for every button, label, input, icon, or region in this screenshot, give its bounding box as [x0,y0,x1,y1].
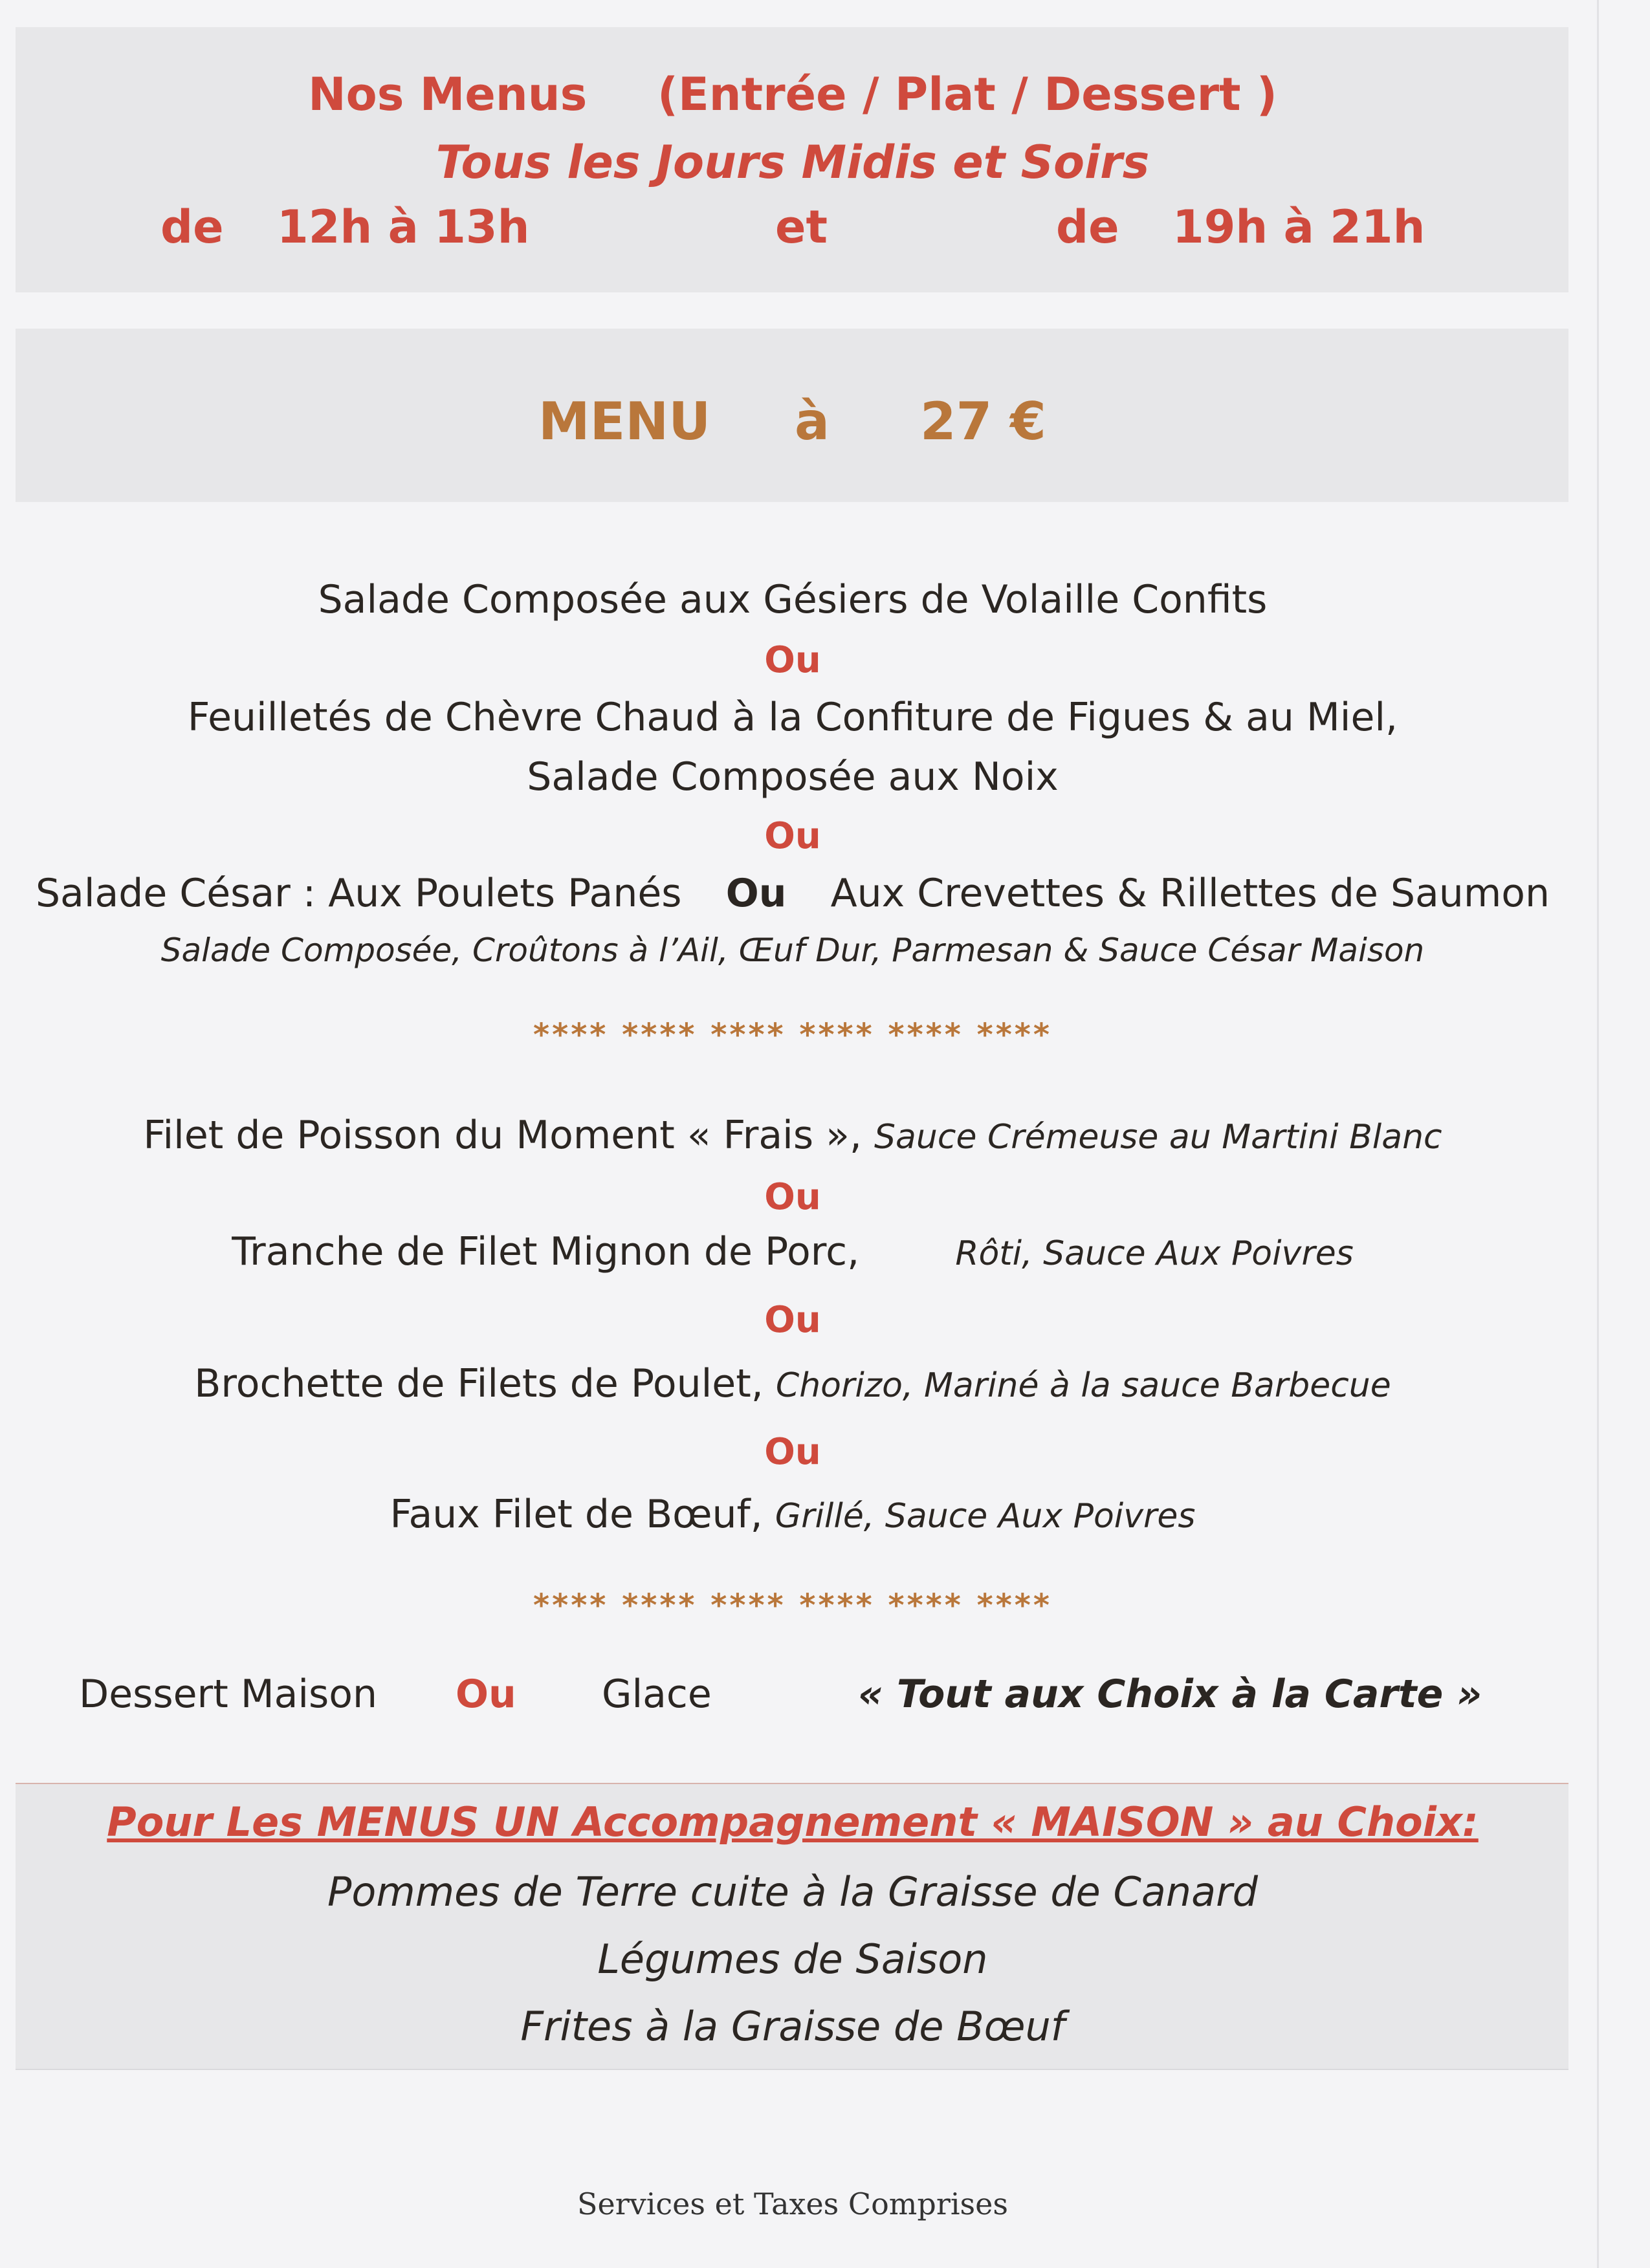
hours-de1: de [160,201,224,254]
or-separator: Ou [764,1299,821,1341]
page-edge [1597,0,1599,2268]
main-3-name: Brochette de Filets de Poulet, [194,1361,764,1406]
dessert-or: Ou [456,1672,516,1717]
price-a: à [795,391,830,452]
header-days: Tous les Jours Midis et Soirs [435,136,1150,189]
starter-1: Salade Composée aux Gésiers de Volaille Confits [318,577,1268,622]
hours-lunch: 12h à 13h [277,201,530,254]
dessert-note: « Tout aux Choix à la Carte » [858,1672,1482,1717]
side-item: Légumes de Saison [597,1935,988,1983]
main-4-name: Faux Filet de Bœuf, [390,1492,763,1537]
or-separator: Ou [764,1176,821,1218]
hours-de2: de [1056,201,1119,254]
or-separator: Ou [764,1431,821,1473]
header-title-line [0,68,1585,121]
price-band [16,329,1568,502]
hours-et: et [775,201,828,254]
starter-3-or: Ou [725,871,787,916]
main-1-desc: Sauce Crémeuse au Martini Blanc [874,1118,1442,1157]
starter-2-line2: Salade Composée aux Noix [527,754,1059,800]
starter-3-description: Salade Composée, Croûtons à l’Ail, Œuf Dur, Parmesan & Sauce César Maison [160,932,1425,969]
side-item: Pommes de Terre cuite à la Graisse de Canard [327,1868,1258,1915]
price-amount: 27 € [920,391,1046,452]
header-title: Nos Menus [308,68,588,121]
main-1-name: Filet de Poisson du Moment « Frais », [143,1113,862,1158]
header-courses: (Entrée / Plat / Dessert ) [657,68,1277,121]
main-1 [0,1113,1585,1158]
hours-dinner: 19h à 21h [1172,201,1425,254]
footer-note: Services et Taxes Comprises [577,2186,1008,2221]
price-label: MENU [538,391,711,452]
starter-3 [0,871,1585,916]
or-separator: Ou [764,639,821,681]
or-separator: Ou [764,815,821,857]
main-2-name: Tranche de Filet Mignon de Porc, [232,1229,860,1274]
stars-separator: **** **** **** **** **** **** [533,1587,1052,1624]
side-item: Frites à la Graisse de Bœuf [520,2003,1065,2050]
main-3 [0,1361,1585,1406]
starter-3-chicken: Salade César : Aux Poulets Panés [35,871,682,916]
main-2-desc: Rôti, Sauce Aux Poivres [955,1234,1354,1273]
starter-2-line1: Feuilletés de Chèvre Chaud à la Confiture de Figues & au Miel, [187,695,1398,740]
stars-separator: **** **** **** **** **** **** [533,1017,1052,1053]
dessert-ice-cream: Glace [602,1672,712,1717]
main-3-desc: Chorizo, Mariné à la sauce Barbecue [775,1366,1391,1405]
dessert-house: Dessert Maison [79,1672,378,1717]
main-4 [0,1492,1585,1537]
starter-3-shrimp: Aux Crevettes & Rillettes de Saumon [830,871,1550,916]
main-4-desc: Grillé, Sauce Aux Poivres [775,1497,1196,1536]
sides-heading: Pour Les MENUS UN Accompagnement « MAISON » au Choix: [107,1798,1479,1846]
main-2 [0,1229,1585,1274]
